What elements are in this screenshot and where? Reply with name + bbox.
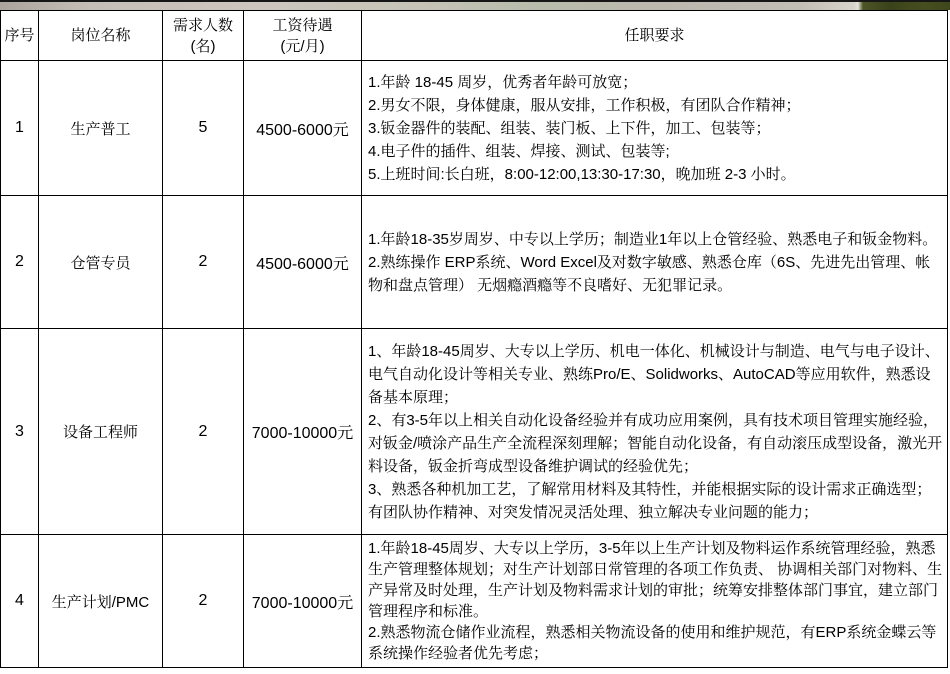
cell-serial-number: 2: [1, 196, 39, 329]
cell-position-name: 生产计划/PMC: [39, 535, 163, 668]
cell-serial-number: 1: [1, 61, 39, 196]
requirement-item: 2.熟练操作 ERP系统、Word Excel及对数字敏感、熟悉仓库（6S、先进先出管理、帐物和盘点管理） 无烟瘾酒瘾等不良嗜好、无犯罪记录。: [368, 253, 931, 294]
cell-requirements: [362, 61, 948, 196]
header-serial-number: [1, 11, 39, 61]
header-label: 任职要求: [624, 27, 685, 44]
header-requirements: [362, 11, 948, 61]
requirement-item: 2.男女不限，身体健康，服从安排，工作积极，有团队合作精神；: [368, 96, 801, 114]
cell-serial-number: 3: [1, 329, 39, 535]
cell-position-name: 生产普工: [39, 61, 163, 196]
cell-salary: 7000-10000元: [244, 535, 362, 668]
requirement-item: 1.年龄 18-45 周岁，优秀者年龄可放宽；: [368, 73, 638, 91]
cell-salary: 4500-6000元: [244, 196, 362, 329]
header-label: 序号: [4, 27, 35, 44]
cell-salary: 7000-10000元: [244, 329, 362, 535]
header-label: 岗位名称: [70, 27, 131, 44]
header-headcount: [163, 11, 244, 61]
cell-requirements: [362, 535, 948, 668]
cell-requirements: [362, 329, 948, 535]
table-row: [1, 329, 948, 535]
requirement-item: 5.上班时间:长白班，8:00-12:00,13:30-17:30，晚加班 2-3 小时。: [368, 165, 796, 183]
cropped-photo-strip: [0, 0, 950, 10]
table-row: [1, 196, 948, 329]
requirement-item: 3、熟悉各种机加工艺，了解常用材料及其特性，并能根据实际的设计需求正确选型；有团队协作精神、对突发情况灵活处理、独立解决专业问题的能力；: [368, 480, 932, 521]
requirement-item: 2.熟悉物流仓储作业流程，熟悉相关物流设备的使用和维护规范，有ERP系统金蝶云等系统操作经验者优先考虑；: [368, 624, 937, 662]
cell-serial-number: 4: [1, 535, 39, 668]
cell-position-name: 仓管专员: [39, 196, 163, 329]
header-label-line1: 需求人数: [172, 16, 233, 34]
requirement-item: 4.电子件的插件、组装、焊接、测试、包装等;: [368, 142, 670, 160]
table-row: [1, 61, 948, 196]
cell-requirements: [362, 196, 948, 329]
header-label-line1: 工资待遇: [272, 16, 333, 34]
requirement-item: 3.钣金器件的装配、组装、装门板、上下件，加工、包装等；: [368, 119, 771, 137]
requirement-item: 1.年龄18-45周岁、大专以上学历，3-5年以上生产计划及物料运作系统管理经验，熟悉生产管理整体规划；对生产计划部日常管理的各项工作负责、 协调相关部门对物料、生产异常及时处理，生产计划及物料需求计划的审批；统筹安排整体部门事宜，建立部门管理程序和标准。: [368, 540, 943, 620]
header-label-line2: (元/月): [280, 37, 325, 55]
header-salary: [244, 11, 362, 61]
cell-headcount: 2: [163, 329, 244, 535]
table-row: [1, 535, 948, 668]
cell-salary: 4500-6000元: [244, 61, 362, 196]
cell-position-name: 设备工程师: [39, 329, 163, 535]
header-label-line2: (名): [190, 37, 216, 55]
cell-headcount: 2: [163, 196, 244, 329]
job-positions-table: [0, 10, 948, 668]
header-position-name: [39, 11, 163, 61]
cell-headcount: 5: [163, 61, 244, 196]
requirement-item: 1.年龄18-35岁周岁、中专以上学历；制造业1年以上仓管经验、熟悉电子和钣金物料。: [368, 230, 938, 248]
requirement-item: 2、有3-5年以上相关自动化设备经验并有成功应用案例，具有技术项目管理实施经验，对钣金/喷涂产品生产全流程深刻理解；智能自动化设备，有自动滚压成型设备，激光开料设备，钣金折弯成型设备维护调试的经验优先；: [368, 411, 943, 475]
cell-headcount: 2: [163, 535, 244, 668]
table-header-row: [1, 11, 948, 61]
requirement-item: 1、年龄18-45周岁、大专以上学历、机电一体化、机械设计与制造、电气与电子设计、电气自动化设计等相关专业、熟练Pro/E、Solidworks、AutoCAD等应用软件，熟悉设备基本原理；: [368, 342, 940, 406]
